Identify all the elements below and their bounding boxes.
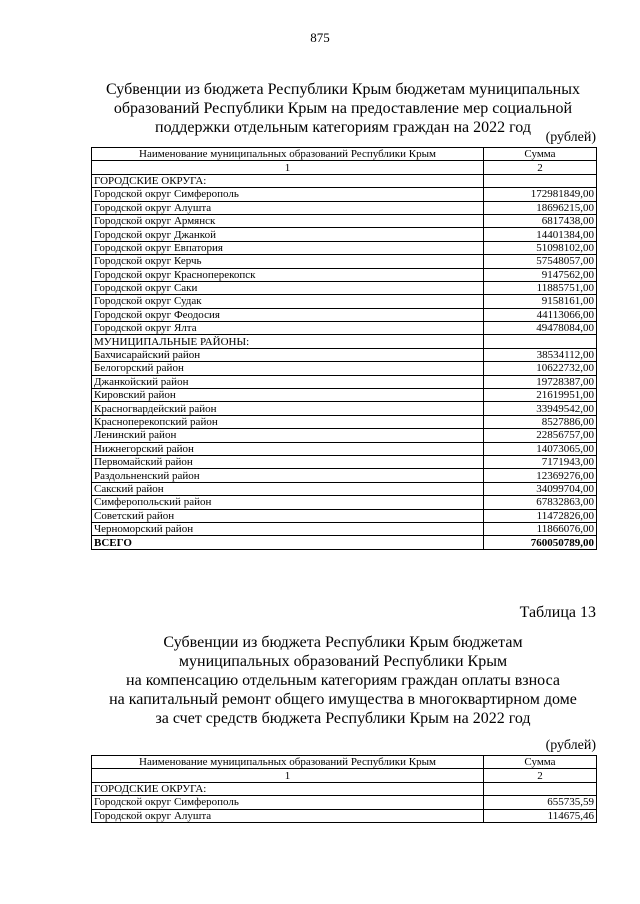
table-index-row [92, 769, 597, 782]
page-number: 875 [310, 30, 330, 45]
row-value: 44113066,00 [484, 308, 597, 321]
row-value: 67832863,00 [484, 496, 597, 509]
table-row [92, 308, 597, 321]
table-row [92, 429, 597, 442]
row-value: 12369276,00 [484, 469, 597, 482]
column-header-sum: Сумма [484, 148, 597, 161]
table-row [92, 268, 597, 281]
table1-units: (рублей) [545, 130, 596, 145]
row-value: 8527886,00 [484, 415, 597, 428]
row-value: 10622732,00 [484, 362, 597, 375]
table-row [92, 796, 597, 809]
row-name: Городской округ Судак [92, 295, 484, 308]
table-row [92, 509, 597, 522]
row-value: 9147562,00 [484, 268, 597, 281]
table2-title-line: муниципальных образований Республики Крым [178, 653, 508, 670]
table-row [92, 188, 597, 201]
table-row [92, 389, 597, 402]
table-row [92, 482, 597, 495]
row-value: 33949542,00 [484, 402, 597, 415]
row-name: Городской округ Джанкой [92, 228, 484, 241]
table-row [92, 809, 597, 822]
table1-title-line: поддержки отдельным категориям граждан на 2022 год [155, 119, 531, 136]
table-header-row [92, 148, 597, 161]
row-value: 9158161,00 [484, 295, 597, 308]
table-row [92, 295, 597, 308]
row-name: Городской округ Керчь [92, 255, 484, 268]
table1 [91, 147, 597, 550]
row-value: 22856757,00 [484, 429, 597, 442]
column-header-name: Наименование муниципальных образований Республики Крым [92, 148, 484, 161]
row-name: Первомайский район [92, 455, 484, 468]
row-value: 11866076,00 [484, 522, 597, 535]
table2-title-line: на капитальный ремонт общего имущества в многоквартирном доме [109, 691, 577, 708]
table-row [92, 442, 597, 455]
table2-title-line: за счет средств бюджета Республики Крым на 2022 год [155, 710, 531, 727]
table2 [91, 755, 597, 823]
row-name: Черноморский район [92, 522, 484, 535]
row-name: МУНИЦИПАЛЬНЫЕ РАЙОНЫ: [92, 335, 484, 348]
table-row [92, 201, 597, 214]
row-name: Городской округ Евпатория [92, 241, 484, 254]
row-name: Красногвардейский район [92, 402, 484, 415]
row-value: 114675,46 [484, 809, 597, 822]
table-header-row [92, 756, 597, 769]
column-index-1: 1 [92, 161, 484, 174]
row-name: Джанкойский район [92, 375, 484, 388]
row-value: 14401384,00 [484, 228, 597, 241]
row-value: 18696215,00 [484, 201, 597, 214]
row-value: 172981849,00 [484, 188, 597, 201]
table-total-row [92, 536, 597, 549]
table-row [92, 455, 597, 468]
row-value: 21619951,00 [484, 389, 597, 402]
table1-title [90, 80, 596, 137]
row-value: 11472826,00 [484, 509, 597, 522]
row-name: Городской округ Симферополь [92, 796, 484, 809]
row-name: Бахчисарайский район [92, 348, 484, 361]
row-value: 57548057,00 [484, 255, 597, 268]
row-value: 11885751,00 [484, 281, 597, 294]
total-value: 760050789,00 [484, 536, 597, 549]
row-name: Советский район [92, 509, 484, 522]
row-name: ГОРОДСКИЕ ОКРУГА: [92, 782, 484, 795]
row-name: Городской округ Красноперекопск [92, 268, 484, 281]
row-value: 14073065,00 [484, 442, 597, 455]
table-index-row [92, 161, 597, 174]
table2-title [90, 633, 596, 728]
table-row [92, 522, 597, 535]
table-row [92, 214, 597, 227]
row-value: 38534112,00 [484, 348, 597, 361]
row-value: 655735,59 [484, 796, 597, 809]
row-name: Городской округ Алушта [92, 201, 484, 214]
table-row [92, 228, 597, 241]
row-name: Городской округ Армянск [92, 214, 484, 227]
row-value: 6817438,00 [484, 214, 597, 227]
row-value [484, 782, 597, 795]
column-index-2: 2 [484, 769, 597, 782]
table13-label: Таблица 13 [519, 604, 596, 621]
row-name: Сакский район [92, 482, 484, 495]
row-value [484, 174, 597, 187]
table-section-row [92, 782, 597, 795]
row-name: Городской округ Саки [92, 281, 484, 294]
row-value: 7171943,00 [484, 455, 597, 468]
row-value: 49478084,00 [484, 322, 597, 335]
row-value: 19728387,00 [484, 375, 597, 388]
row-name: Симферопольский район [92, 496, 484, 509]
table-row [92, 241, 597, 254]
column-index-1: 1 [92, 769, 484, 782]
row-name: Кировский район [92, 389, 484, 402]
table-row [92, 348, 597, 361]
table-row [92, 322, 597, 335]
column-header-sum: Сумма [484, 756, 597, 769]
total-label: ВСЕГО [92, 536, 484, 549]
row-value: 34099704,00 [484, 482, 597, 495]
table-row [92, 402, 597, 415]
table1-title-line: Субвенции из бюджета Республики Крым бюджетам муниципальных [106, 81, 580, 98]
table-row [92, 281, 597, 294]
row-value: 51098102,00 [484, 241, 597, 254]
table2-title-line: Субвенции из бюджета Республики Крым бюджетам [163, 634, 523, 651]
table-row [92, 362, 597, 375]
table-section-row [92, 335, 597, 348]
column-header-name: Наименование муниципальных образований Республики Крым [92, 756, 484, 769]
row-name: Раздольненский район [92, 469, 484, 482]
row-name: Городской округ Феодосия [92, 308, 484, 321]
row-name: Нижнегорский район [92, 442, 484, 455]
table-row [92, 496, 597, 509]
row-name: Ленинский район [92, 429, 484, 442]
table1-title-line: образований Республики Крым на предоставление мер социальной [113, 100, 573, 117]
row-name: Красноперекопский район [92, 415, 484, 428]
row-name: ГОРОДСКИЕ ОКРУГА: [92, 174, 484, 187]
table-row [92, 415, 597, 428]
row-value [484, 335, 597, 348]
column-index-2: 2 [484, 161, 597, 174]
row-name: Городской округ Алушта [92, 809, 484, 822]
row-name: Белогорский район [92, 362, 484, 375]
table-section-row [92, 174, 597, 187]
table-row [92, 375, 597, 388]
row-name: Городской округ Симферополь [92, 188, 484, 201]
table-row [92, 469, 597, 482]
table-row [92, 255, 597, 268]
row-name: Городской округ Ялта [92, 322, 484, 335]
table2-units: (рублей) [545, 738, 596, 753]
table2-title-line: на компенсацию отдельным категориям граждан оплаты взноса [126, 672, 560, 689]
